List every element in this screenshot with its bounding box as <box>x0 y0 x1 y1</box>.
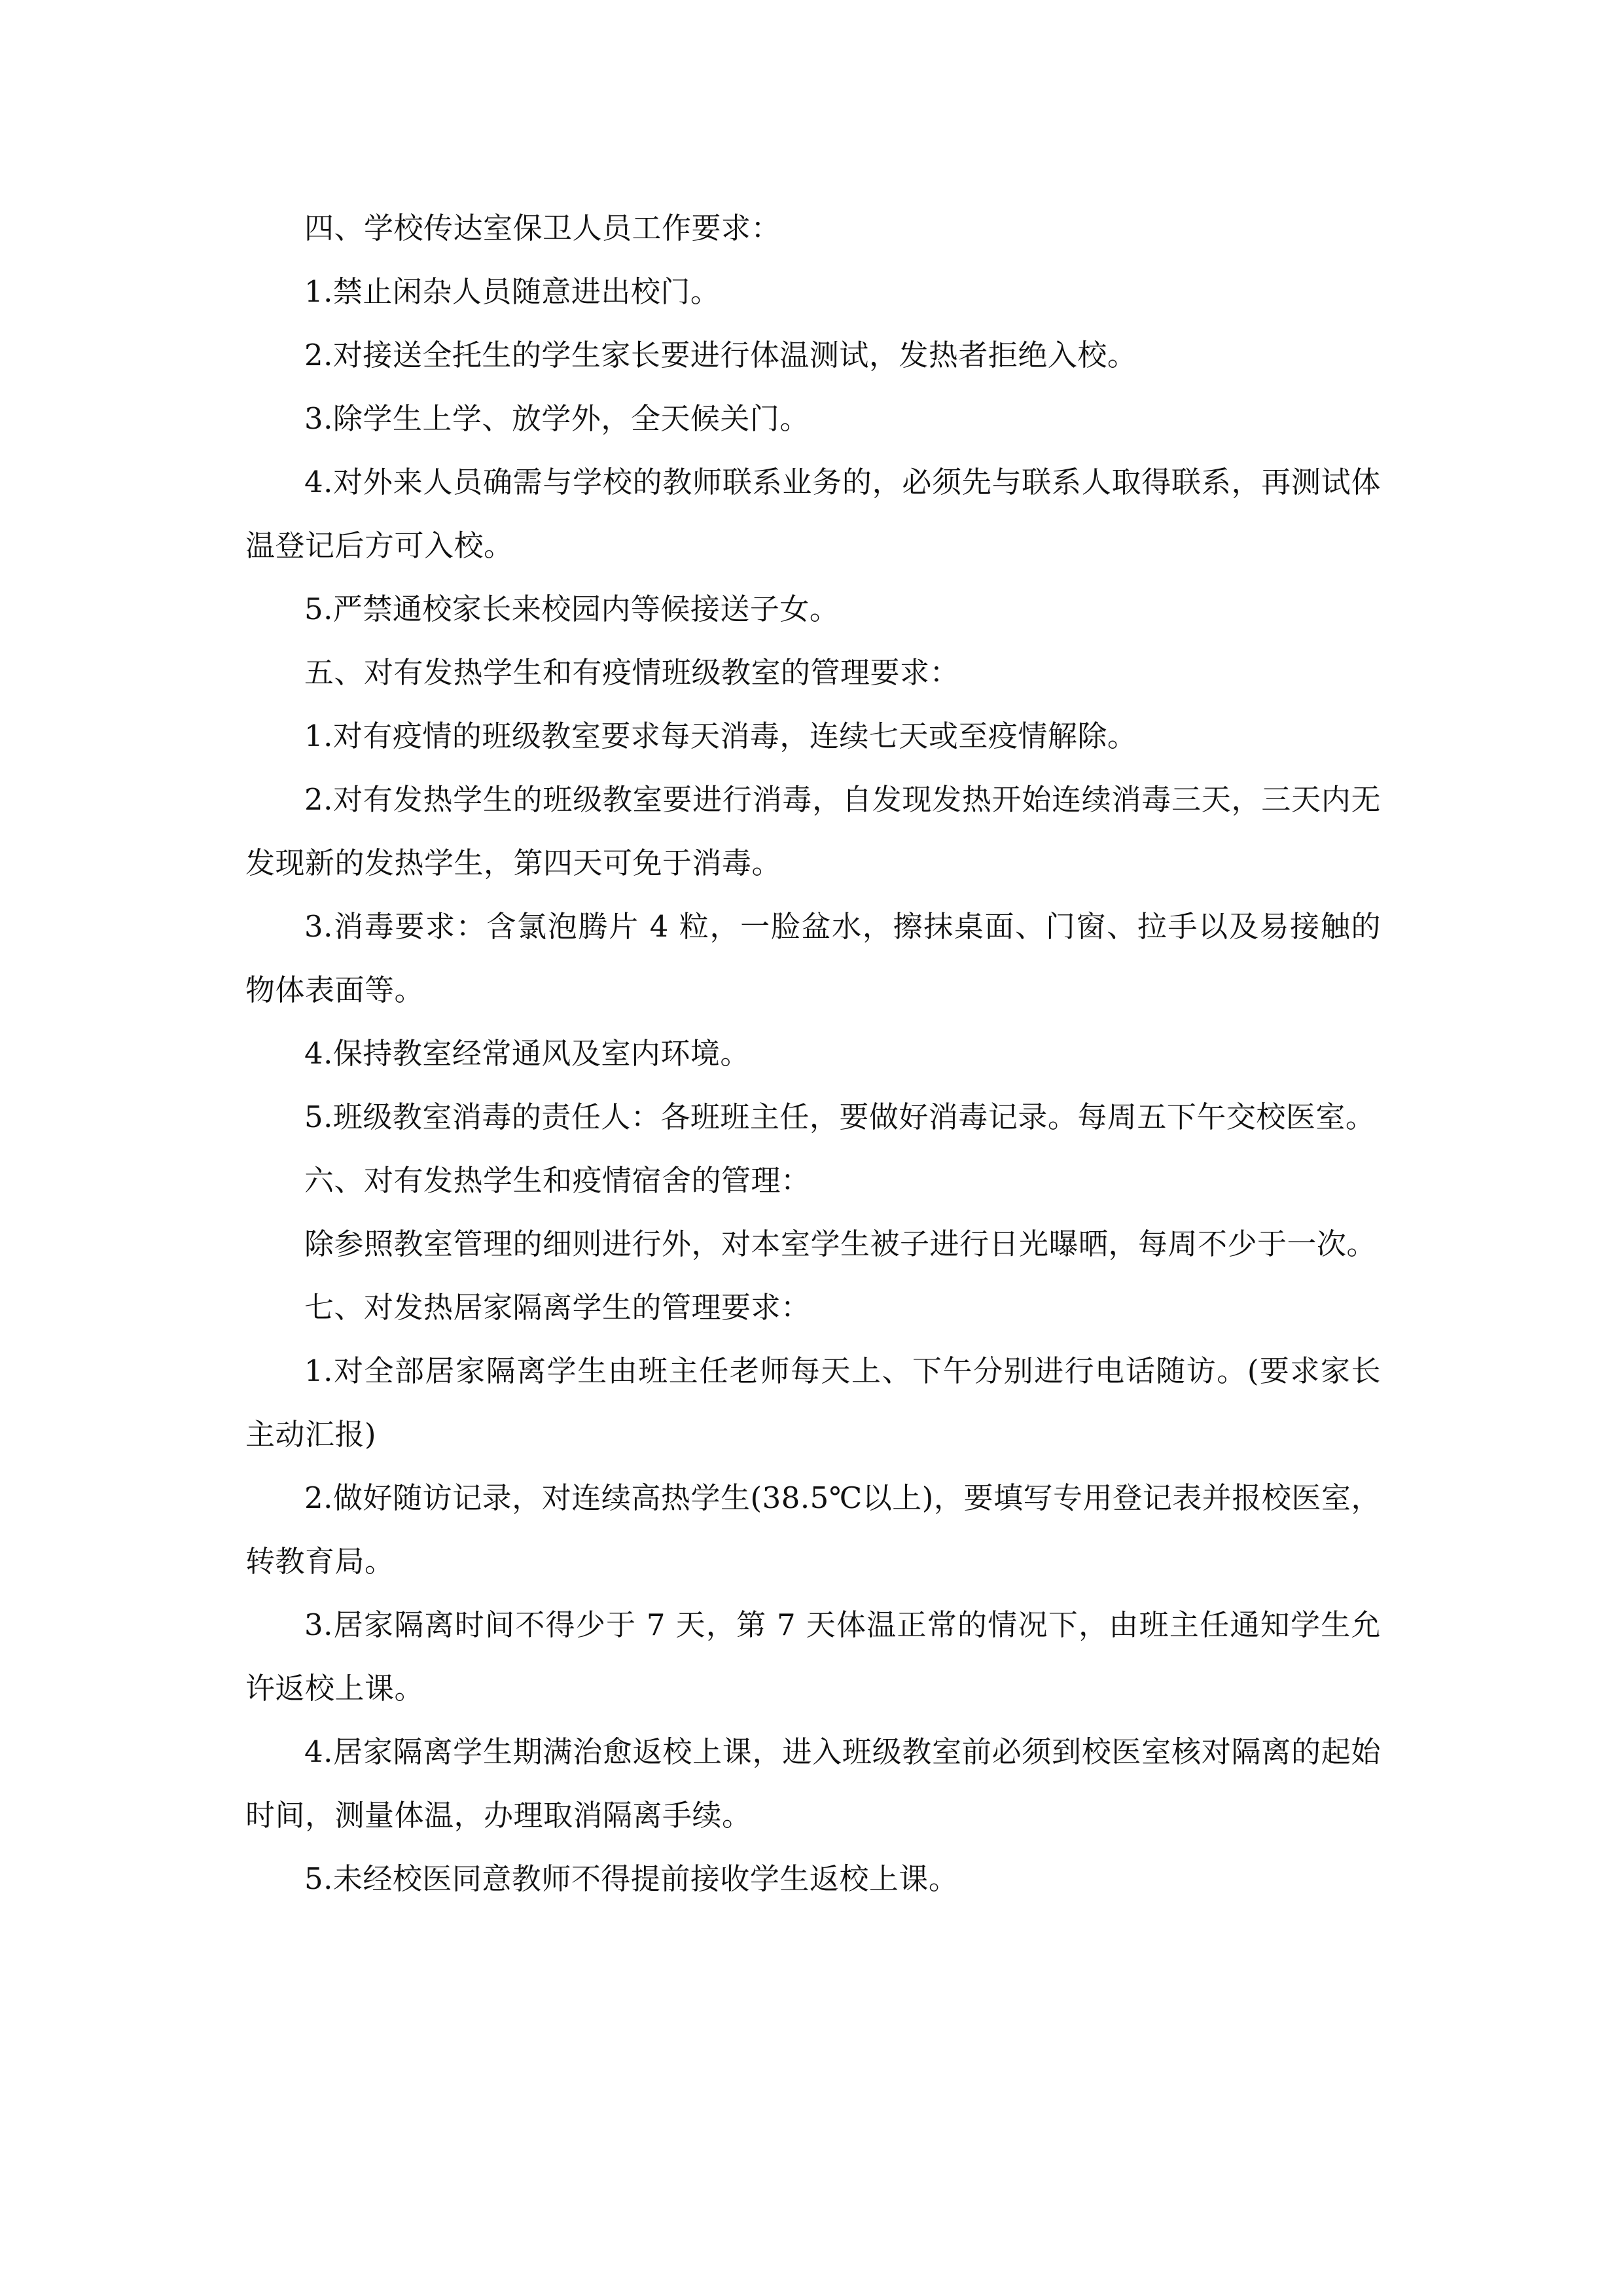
list-item: 5.未经校医同意教师不得提前接收学生返校上课。 <box>304 1861 959 1896</box>
list-item: 5.班级教室消毒的责任人：各班班主任，要做好消毒记录。每周五下午交校医室。 <box>304 1100 1376 1134</box>
list-item: 1.对全部居家隔离学生由班主任老师每天上、下午分别进行电话随访。(要求家长主动汇报) <box>245 1354 1381 1452</box>
section-heading-4: 四、学校传达室保卫人员工作要求： <box>304 211 781 245</box>
list-item: 1.禁止闲杂人员随意进出校门。 <box>304 274 721 309</box>
list-item: 5.严禁通校家长来校园内等候接送子女。 <box>304 592 840 626</box>
list-item: 1.对有疫情的班级教室要求每天消毒，连续七天或至疫情解除。 <box>304 719 1137 753</box>
list-item: 3.除学生上学、放学外，全天候关门。 <box>304 401 810 436</box>
list-item: 2.对接送全托生的学生家长要进行体温测试，发热者拒绝入校。 <box>304 338 1137 372</box>
section-heading-7: 七、对发热居家隔离学生的管理要求： <box>304 1290 811 1325</box>
list-item: 4.对外来人员确需与学校的教师联系业务的，必须先与联系人取得联系，再测试体温登记后方可入校。 <box>245 465 1381 563</box>
section-heading-6: 六、对有发热学生和疫情宿舍的管理： <box>304 1163 811 1198</box>
list-item: 3.消毒要求：含氯泡腾片 4 粒，一脸盆水，擦抹桌面、门窗、拉手以及易接触的物体表面等。 <box>245 909 1381 1007</box>
list-item: 2.做好随访记录，对连续高热学生(38.5℃以上)，要填写专用登记表并报校医室，转教育局。 <box>245 1480 1381 1579</box>
section-heading-5: 五、对有发热学生和有疫情班级教室的管理要求： <box>304 655 960 690</box>
list-item: 3.居家隔离时间不得少于 7 天，第 7 天体温正常的情况下，由班主任通知学生允许返校上课。 <box>245 1607 1381 1706</box>
document-body <box>245 196 1381 1910</box>
list-item: 2.对有发热学生的班级教室要进行消毒，自发现发热开始连续消毒三天，三天内无发现新的发热学生，第四天可免于消毒。 <box>245 782 1381 880</box>
body-paragraph: 除参照教室管理的细则进行外，对本室学生被子进行日光曝晒，每周不少于一次。 <box>304 1227 1377 1261</box>
list-item: 4.居家隔离学生期满治愈返校上课，进入班级教室前必须到校医室核对隔离的起始时间，测量体温，办理取消隔离手续。 <box>245 1734 1381 1833</box>
list-item: 4.保持教室经常通风及室内环境。 <box>304 1036 750 1071</box>
